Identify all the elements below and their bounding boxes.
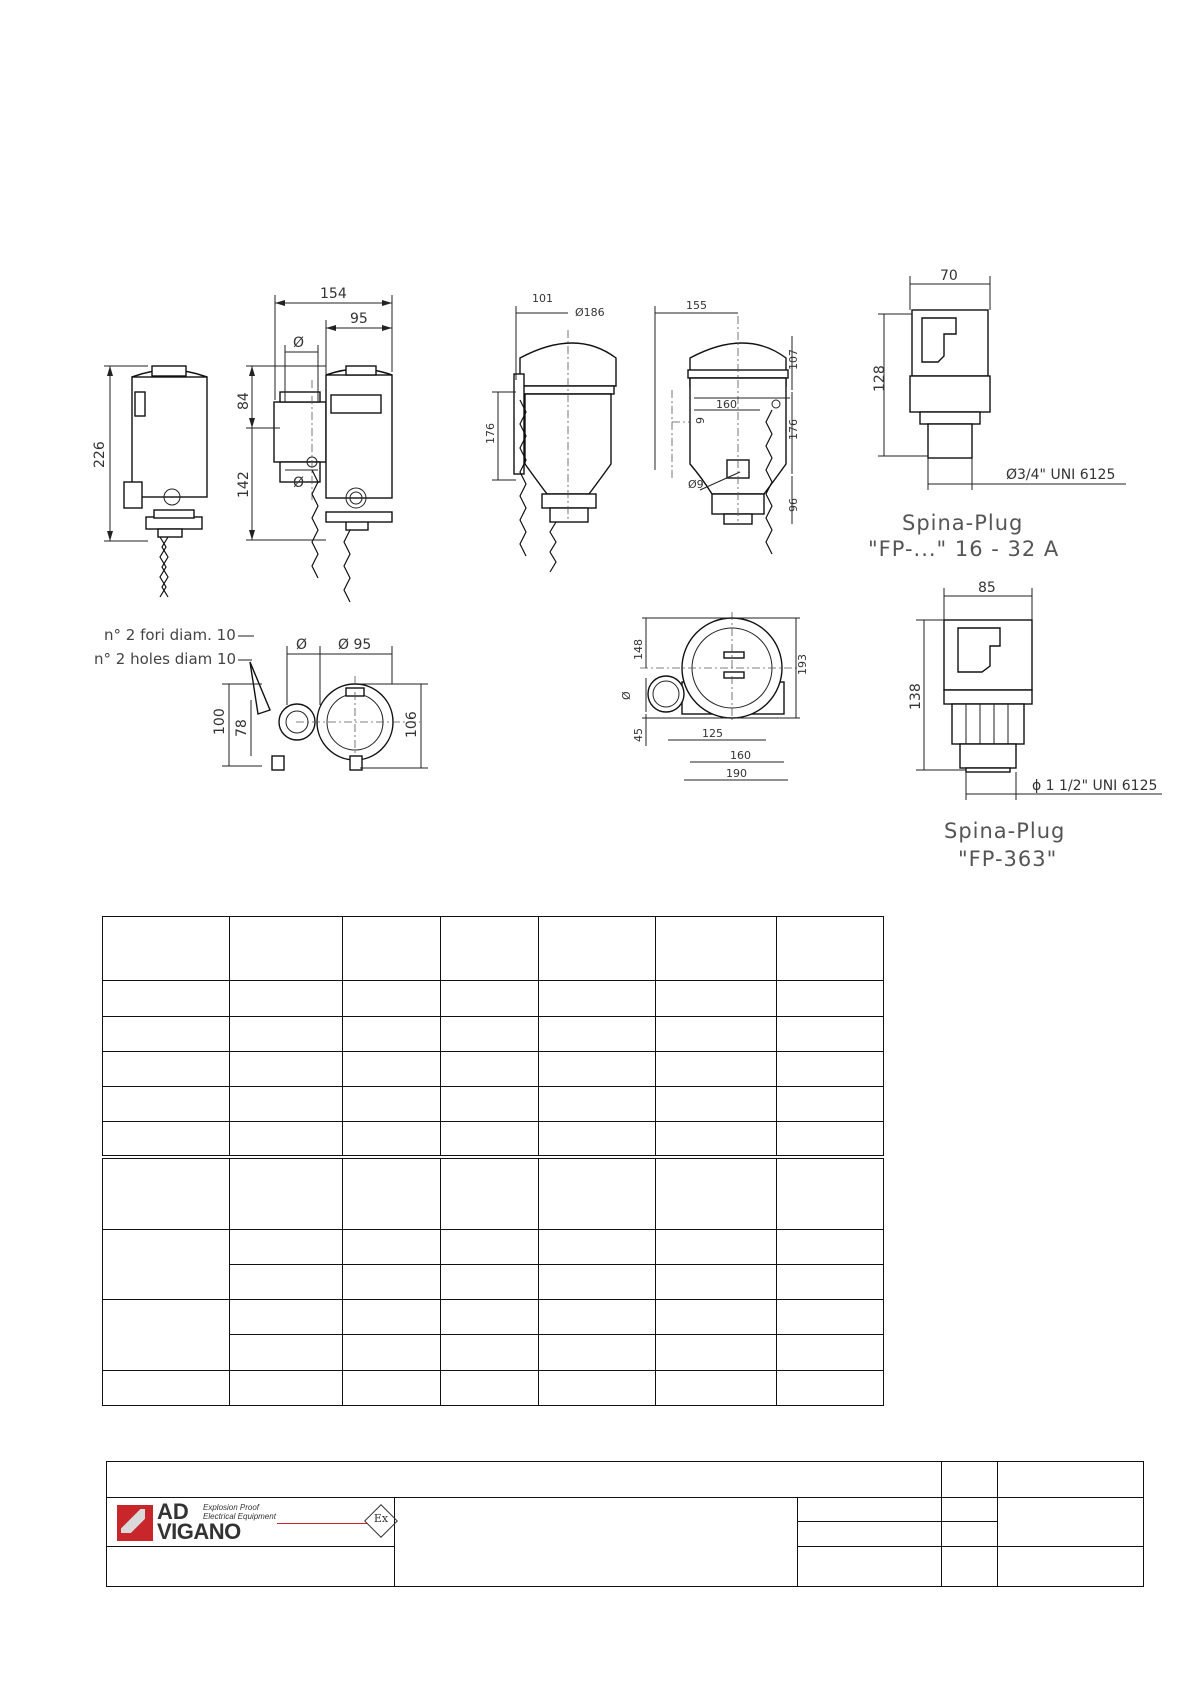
table-cell — [777, 1300, 884, 1335]
dim-101: 101 — [532, 292, 553, 305]
left-top-view — [94, 626, 428, 772]
table-cell — [230, 1122, 343, 1157]
table-cell — [103, 1016, 230, 1051]
table-cell — [441, 1229, 539, 1264]
title-block-cell — [942, 1498, 998, 1522]
table-cell — [103, 1229, 230, 1299]
company-logo — [107, 1499, 394, 1545]
table-cell — [656, 981, 777, 1016]
table-cell — [343, 1265, 441, 1300]
table-cell — [441, 981, 539, 1016]
title-block-cell — [798, 1546, 942, 1586]
table-cell — [777, 1265, 884, 1300]
dim-phi-top: Ø — [293, 335, 305, 351]
dim-phi-mtop: Ø — [620, 691, 633, 700]
table-cell — [230, 1051, 343, 1086]
logo-cell — [107, 1498, 395, 1546]
table-cell — [343, 1300, 441, 1335]
note-holes-it: n° 2 fori diam. 10 — [104, 626, 236, 644]
table-cell — [343, 1016, 441, 1051]
table-cell — [539, 981, 656, 1016]
dim-154: 154 — [320, 286, 347, 302]
dim-70: 70 — [940, 268, 958, 284]
logo-tagline-2: Electrical Equipment — [203, 1511, 276, 1521]
table-cell — [539, 1370, 656, 1405]
caption-large-2: "FP-363" — [958, 847, 1058, 871]
dim-148: 148 — [632, 639, 645, 660]
table-cell — [539, 1122, 656, 1157]
logo-tagline-1: Explosion Proof — [203, 1502, 260, 1512]
dim-142: 142 — [236, 471, 252, 498]
table-cell — [103, 1370, 230, 1405]
plug-small — [868, 268, 1126, 561]
dim-phi-topview: Ø — [296, 637, 308, 653]
title-block-cell — [942, 1522, 998, 1546]
table-cell — [343, 1051, 441, 1086]
table-cell — [230, 1265, 343, 1300]
title-block-cell — [998, 1462, 1144, 1498]
middle-front-view — [655, 299, 800, 554]
table-cell — [343, 1335, 441, 1370]
dim-96: 96 — [787, 498, 800, 512]
table-cell — [230, 1087, 343, 1122]
table-cell — [103, 1087, 230, 1122]
middle-side-view — [484, 292, 616, 572]
table-cell — [539, 1229, 656, 1264]
dim-138: 138 — [908, 683, 924, 710]
title-block-cell — [798, 1498, 942, 1522]
title-block-cell — [798, 1522, 942, 1546]
table-cell — [103, 981, 230, 1016]
table-cell — [441, 1300, 539, 1335]
dim-84: 84 — [236, 392, 252, 410]
dim-160-top: 160 — [730, 749, 751, 762]
table-cell — [539, 1051, 656, 1086]
table-cell — [230, 981, 343, 1016]
table-cell — [343, 1157, 441, 1229]
table-row — [103, 981, 884, 1016]
logo-mark-icon — [117, 1505, 153, 1541]
table-cell — [441, 1370, 539, 1405]
dim-226: 226 — [92, 441, 108, 468]
table-cell — [441, 1157, 539, 1229]
dim-100: 100 — [212, 708, 228, 735]
table-cell — [656, 1265, 777, 1300]
table-cell — [441, 1087, 539, 1122]
table-cell — [656, 1087, 777, 1122]
dim-176-left: 176 — [484, 423, 497, 444]
dim-190: 190 — [726, 767, 747, 780]
table-cell — [656, 917, 777, 981]
table-cell — [343, 917, 441, 981]
title-block-cell — [107, 1462, 942, 1498]
table-cell — [539, 1016, 656, 1051]
table-cell — [441, 1122, 539, 1157]
table-cell — [656, 1122, 777, 1157]
table-cell — [539, 1300, 656, 1335]
dim-95: 95 — [350, 311, 368, 327]
caption-large-1: Spina-Plug — [944, 819, 1066, 843]
table-cell — [103, 1051, 230, 1086]
ex-symbol: Ex — [373, 1511, 389, 1525]
table-cell — [777, 1157, 884, 1229]
caption-small-2: "FP-..." 16 - 32 A — [868, 537, 1060, 561]
left-side-view — [92, 366, 207, 597]
dim-193: 193 — [796, 654, 809, 675]
middle-top-view — [620, 612, 809, 780]
dim-155: 155 — [686, 299, 707, 312]
table-cell — [539, 1157, 656, 1229]
dim-85: 85 — [978, 580, 996, 596]
dim-78: 78 — [234, 719, 250, 737]
table-cell — [343, 1087, 441, 1122]
logo-tagline — [203, 1503, 276, 1521]
title-block-cell — [942, 1546, 998, 1586]
table-cell — [777, 1087, 884, 1122]
table-cell — [441, 1335, 539, 1370]
logo-divider — [277, 1523, 367, 1524]
title-block-cell — [942, 1462, 998, 1498]
table-cell — [777, 1051, 884, 1086]
thread-large: ϕ 1 1/2" UNI 6125 — [1032, 778, 1158, 794]
table-cell — [230, 1335, 343, 1370]
table-cell — [441, 1265, 539, 1300]
table-cell — [230, 1157, 343, 1229]
left-front-view — [236, 286, 392, 602]
table-cell — [656, 1335, 777, 1370]
table-cell — [343, 981, 441, 1016]
table-row — [103, 1016, 884, 1051]
table-cell — [539, 1335, 656, 1370]
title-block-cell — [998, 1546, 1144, 1586]
table-cell — [777, 1122, 884, 1157]
plug-large — [908, 580, 1162, 871]
logo-brand-vigano: VIGANO — [157, 1518, 241, 1544]
table-cell — [103, 917, 230, 981]
table-cell — [656, 1229, 777, 1264]
table-header-row — [103, 1157, 884, 1229]
table-cell — [103, 1157, 230, 1229]
table-cell — [441, 1051, 539, 1086]
thread-small: Ø3/4" UNI 6125 — [1006, 467, 1116, 483]
table-cell — [539, 1265, 656, 1300]
dim-128: 128 — [872, 365, 888, 392]
dim-phi9: Ø9 — [688, 478, 704, 491]
title-block-cell — [395, 1498, 798, 1587]
table-cell — [103, 1300, 230, 1370]
dim-106: 106 — [404, 711, 420, 738]
table-cell — [777, 1016, 884, 1051]
table-row — [103, 1122, 884, 1157]
table-row — [103, 1300, 884, 1335]
table-cell — [656, 1370, 777, 1405]
table-cell — [777, 981, 884, 1016]
caption-small-1: Spina-Plug — [902, 511, 1024, 535]
logo-brand-ad: AD — [157, 1498, 189, 1524]
dim-45: 45 — [632, 728, 645, 742]
table-cell — [230, 1370, 343, 1405]
table-cell — [441, 917, 539, 981]
table-cell — [777, 1370, 884, 1405]
dim-phi95: Ø 95 — [338, 637, 372, 653]
dim-176-right: 176 — [787, 419, 800, 440]
table-cell — [230, 1016, 343, 1051]
dim-160-side: 160 — [716, 398, 737, 411]
table-cell — [343, 1370, 441, 1405]
dim-107: 107 — [787, 349, 800, 370]
table-cell — [343, 1122, 441, 1157]
table-cell — [777, 917, 884, 981]
title-block-cell — [998, 1498, 1144, 1546]
table-cell — [656, 1300, 777, 1335]
title-block-cell — [107, 1546, 395, 1586]
table-cell — [539, 1087, 656, 1122]
table-row — [103, 1370, 884, 1405]
title-block — [106, 1461, 1144, 1587]
dim-phi186: Ø186 — [575, 306, 605, 319]
table-cell — [656, 1051, 777, 1086]
table-cell — [656, 1157, 777, 1229]
table-cell — [441, 1016, 539, 1051]
table-row — [103, 1087, 884, 1122]
dim-9: 9 — [694, 417, 707, 424]
table-cell — [656, 1016, 777, 1051]
table-header-row — [103, 917, 884, 981]
table-cell — [777, 1229, 884, 1264]
table-cell — [230, 917, 343, 981]
table-row — [103, 1229, 884, 1264]
note-holes-en: n° 2 holes diam 10 — [94, 650, 237, 668]
table-cell — [777, 1335, 884, 1370]
table-cell — [230, 1229, 343, 1264]
table-cell — [539, 917, 656, 981]
dim-125: 125 — [702, 727, 723, 740]
table-row — [103, 1051, 884, 1086]
specification-table — [102, 916, 884, 1406]
table-cell — [230, 1300, 343, 1335]
table-cell — [103, 1122, 230, 1157]
dim-phi-bottom: Ø — [293, 475, 305, 491]
table-cell — [343, 1229, 441, 1264]
